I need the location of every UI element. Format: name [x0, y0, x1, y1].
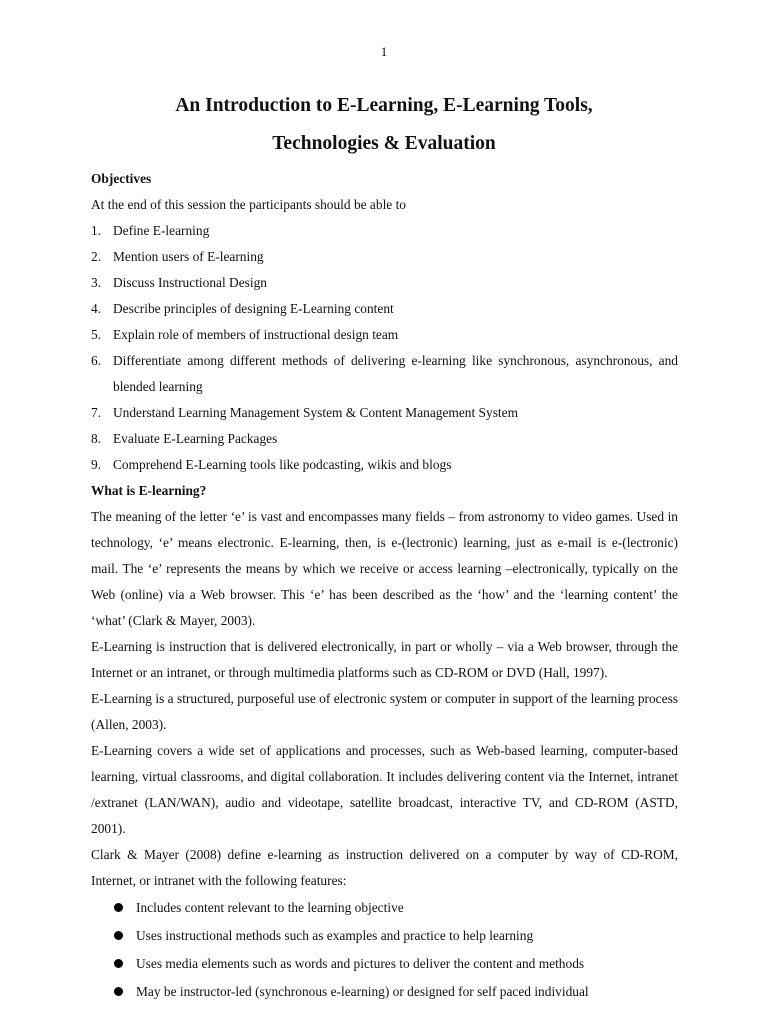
feature-item	[91, 922, 678, 950]
feature-text: Uses instructional methods such as examples and practice to help learning	[136, 928, 534, 943]
objective-number: 3.	[91, 275, 102, 290]
objective-item	[91, 244, 678, 270]
objectives-intro: At the end of this session the participants should be able to	[91, 197, 406, 212]
objective-text: Comprehend E-Learning tools like podcasting, wikis and blogs	[113, 457, 452, 472]
objective-text: Differentiate among different methods of delivering e-learning like synchronous, asynchronous, and blended learning	[113, 353, 678, 394]
objective-item	[91, 218, 678, 244]
objective-number: 7.	[91, 405, 102, 420]
feature-text: Uses media elements such as words and pictures to deliver the content and methods	[136, 956, 585, 971]
objective-item	[91, 400, 678, 426]
objective-text: Understand Learning Management System & Content Management System	[113, 405, 518, 420]
feature-item	[91, 950, 678, 978]
objective-number: 6.	[91, 353, 102, 368]
document-title-line-1: An Introduction to E-Learning, E-Learning Tools,	[175, 95, 593, 116]
page-number: 1	[380, 44, 388, 59]
document-title-line-2: Technologies & Evaluation	[272, 133, 496, 154]
bullet-icon	[114, 959, 123, 968]
bullet-icon	[114, 987, 123, 996]
objective-number: 2.	[91, 249, 102, 264]
document-body	[91, 166, 678, 1006]
features-list	[91, 894, 678, 1006]
objective-item	[91, 452, 678, 478]
objective-text: Define E-learning	[113, 223, 210, 238]
feature-item	[91, 978, 678, 1006]
objective-number: 9.	[91, 457, 102, 472]
objective-item	[91, 348, 678, 400]
objectives-heading: Objectives	[91, 171, 152, 186]
objective-text: Discuss Instructional Design	[113, 275, 267, 290]
bullet-icon	[114, 931, 123, 940]
objective-text: Mention users of E-learning	[113, 249, 264, 264]
definition-paragraph: Clark & Mayer (2008) define e-learning as instruction delivered on a computer by way of CD-ROM, Internet, or intranet with the following features:	[91, 847, 678, 888]
objective-item	[91, 426, 678, 452]
objectives-list	[91, 218, 678, 478]
objective-item	[91, 322, 678, 348]
what-is-elearning-heading: What is E-learning?	[91, 483, 207, 498]
feature-text: May be instructor-led (synchronous e-learning) or designed for self paced individual	[136, 984, 589, 999]
objective-text: Describe principles of designing E-Learning content	[113, 301, 394, 316]
bullet-icon	[114, 903, 123, 912]
objective-number: 8.	[91, 431, 102, 446]
objective-text: Evaluate E-Learning Packages	[113, 431, 278, 446]
objective-text: Explain role of members of instructional design team	[113, 327, 399, 342]
definition-paragraph: The meaning of the letter ‘e’ is vast and encompasses many fields – from astronomy to video games. Used in technology, ‘e’ means electronic. E-learning, then, is e-(lectronic) learning, just as e-mail is e-(lectronic) mail. The ‘e’ represents the means by which we receive or access learning –electronically, typically on the Web (online) via a Web browser. This ‘e’ has been described as the ‘how’ and the ‘learning content’ the ‘what’ (Clark & Mayer, 2003).	[91, 509, 678, 628]
objective-number: 4.	[91, 301, 102, 316]
objective-number: 5.	[91, 327, 102, 342]
definition-paragraph: E-Learning is instruction that is delivered electronically, in part or wholly – via a Web browser, through the Internet or an intranet, or through multimedia platforms such as CD-ROM or DVD (Hall, 1997).	[91, 639, 678, 680]
definition-paragraph: E-Learning is a structured, purposeful use of electronic system or computer in support of the learning process (Allen, 2003).	[91, 691, 678, 732]
objective-item	[91, 270, 678, 296]
definition-paragraph: E-Learning covers a wide set of applications and processes, such as Web-based learning, computer-based learning, virtual classrooms, and digital collaboration. It includes delivering content via the Internet, intranet /extranet (LAN/WAN), audio and videotape, satellite broadcast, interactive TV, and CD-ROM (ASTD, 2001).	[91, 743, 678, 836]
feature-text: Includes content relevant to the learning objective	[136, 900, 404, 915]
feature-item	[91, 894, 678, 922]
objective-number: 1.	[91, 223, 102, 238]
objective-item	[91, 296, 678, 322]
